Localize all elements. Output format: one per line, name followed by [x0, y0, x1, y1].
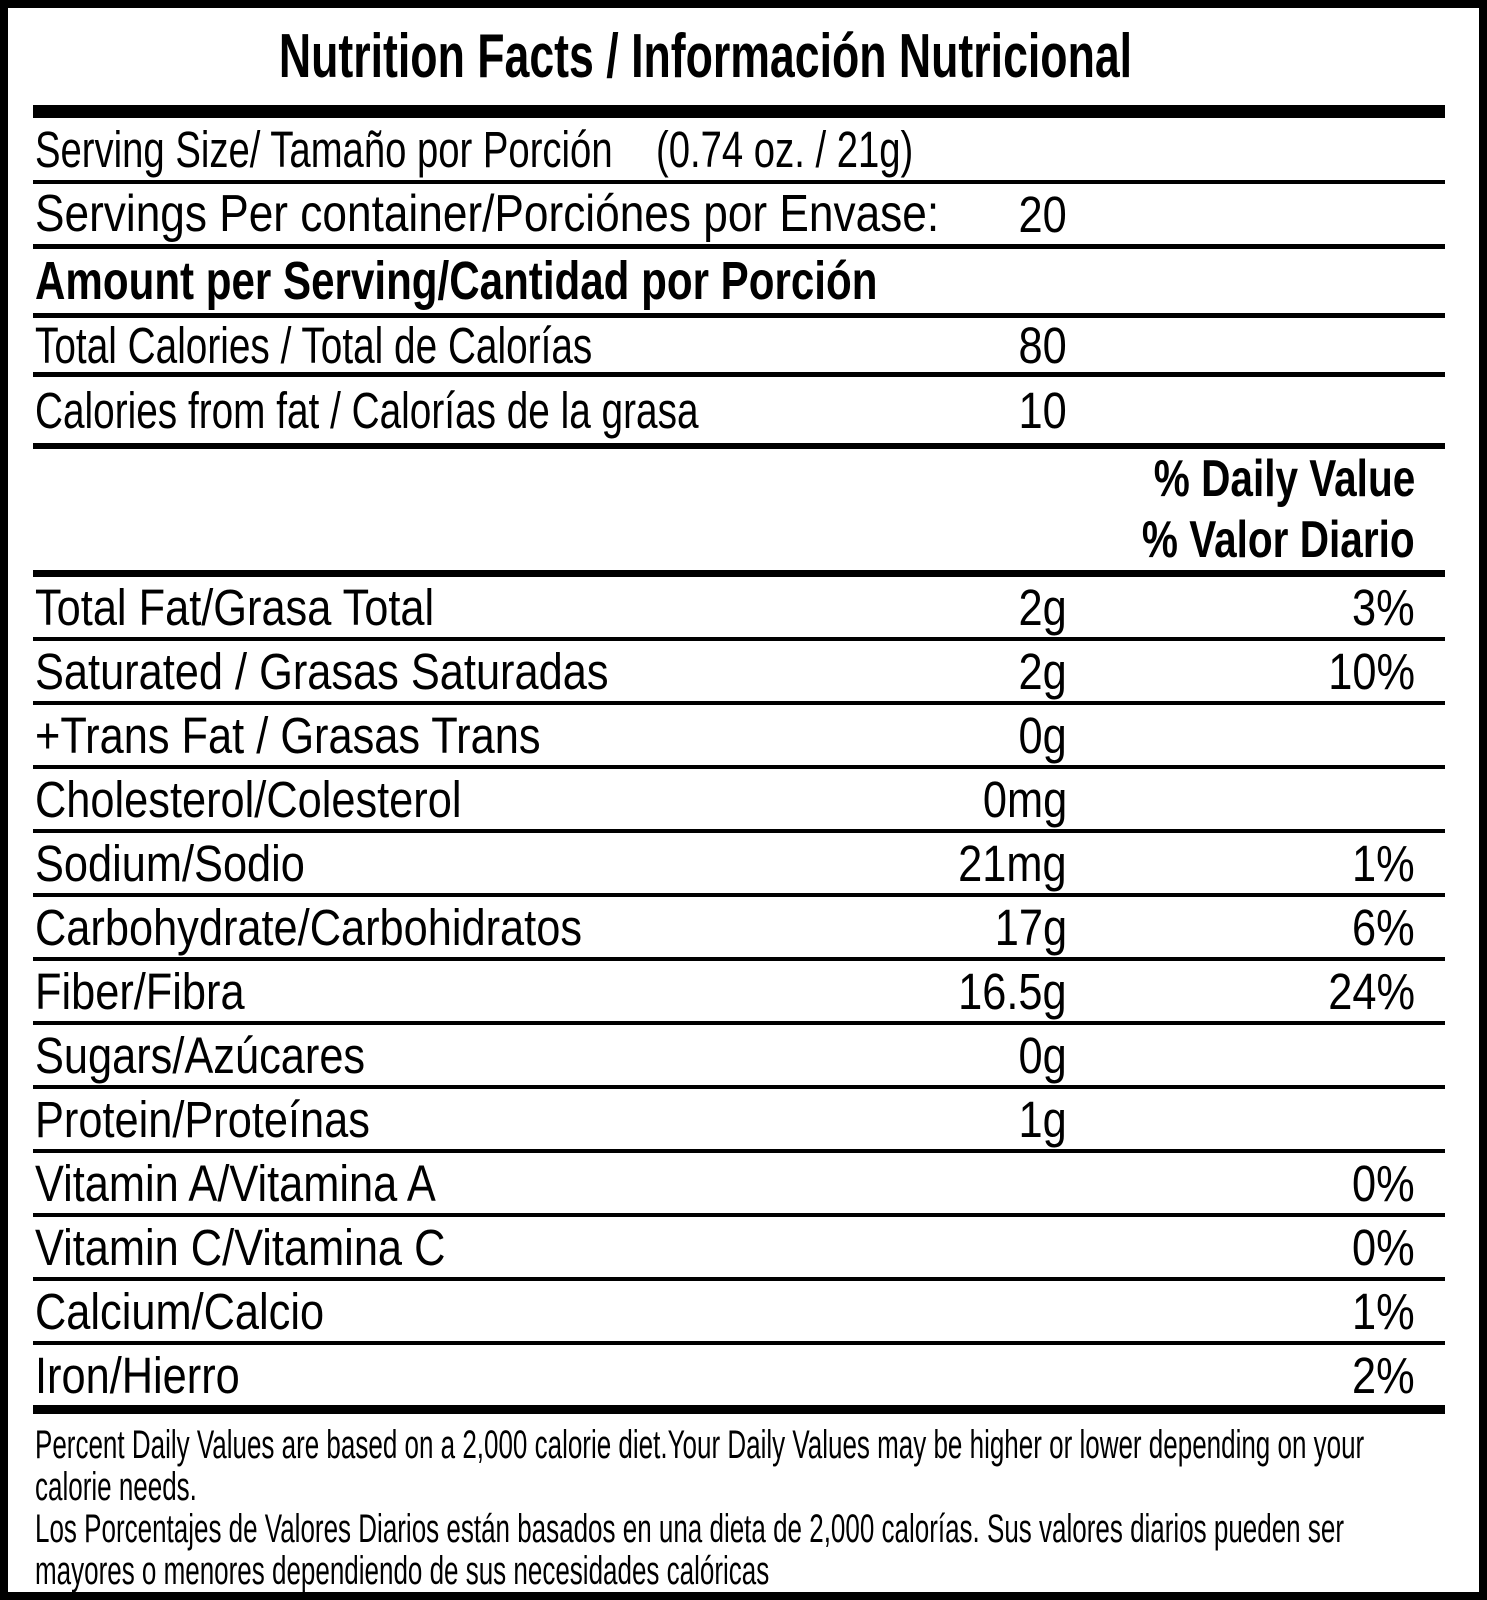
nutrient-daily-value: 6% [1352, 898, 1415, 956]
total-calories-row [8, 318, 1479, 372]
serving-size-value: (0.74 oz. / 21g) [656, 120, 914, 178]
nutrient-row-carbohydrate [8, 897, 1479, 957]
page-title: Nutrition Facts / Información Nutricional [278, 22, 1133, 91]
nutrient-row-iron [8, 1345, 1479, 1405]
nutrient-label: Protein/Proteínas [35, 1090, 370, 1148]
nutrient-amount: 2g [1018, 642, 1067, 700]
nutrient-label: Sodium/Sodio [35, 834, 305, 892]
calories-from-fat-row [8, 377, 1479, 443]
nutrient-amount: 21mg [958, 834, 1067, 892]
footnote [35, 1424, 1445, 1592]
serving-size-row [8, 118, 1479, 180]
nutrient-row-total-fat [8, 577, 1479, 637]
servings-per-container-value: 20 [1018, 185, 1067, 243]
nutrient-row-sodium [8, 833, 1479, 893]
servings-per-container-label: Servings Per container/Porciónes por Envase: [35, 185, 940, 243]
nutrient-amount: 0g [1018, 1026, 1067, 1084]
nutrient-row-saturated-fat [8, 641, 1479, 701]
nutrient-daily-value: 10% [1328, 642, 1415, 700]
nutrient-row-calcium [8, 1281, 1479, 1341]
serving-size-label: Serving Size/ Tamaño por Porción [35, 120, 613, 178]
nutrient-label: Fiber/Fibra [35, 962, 245, 1020]
calories-from-fat-value: 10 [1018, 381, 1067, 439]
nutrient-row-cholesterol [8, 769, 1479, 829]
nutrient-label: Vitamin A/Vitamina A [35, 1154, 436, 1212]
nutrient-label: Calcium/Calcio [35, 1282, 325, 1340]
daily-value-header-row-es [8, 509, 1479, 570]
nutrient-daily-value: 1% [1352, 834, 1415, 892]
nutrient-label: Saturated / Grasas Saturadas [35, 642, 609, 700]
amount-per-serving-header: Amount per Serving/Cantidad por Porción [35, 251, 878, 311]
footnote-line: Percent Daily Values are based on a 2,000 calorie diet.Your Daily Values may be higher or lower depending on your [35, 1423, 1365, 1467]
calories-from-fat-label: Calories from fat / Calorías de la grasa [35, 381, 699, 439]
divider [33, 1405, 1445, 1414]
nutrient-amount: 0g [1018, 706, 1067, 764]
nutrient-label: Total Fat/Grasa Total [35, 578, 435, 636]
nutrient-daily-value: 0% [1352, 1154, 1415, 1212]
nutrient-label: Iron/Hierro [35, 1346, 240, 1404]
daily-value-header-en: % Daily Value [1153, 450, 1415, 508]
nutrient-row-protein [8, 1089, 1479, 1149]
nutrient-label: Carbohydrate/Carbohidratos [35, 898, 583, 956]
total-calories-value: 80 [1018, 316, 1067, 374]
footnote-line: calorie needs. [35, 1465, 197, 1509]
nutrient-amount: 1g [1018, 1090, 1067, 1148]
nutrient-row-vitamin-c [8, 1217, 1479, 1277]
nutrient-daily-value: 0% [1352, 1218, 1415, 1276]
nutrient-label: +Trans Fat / Grasas Trans [35, 706, 541, 764]
servings-per-container-row [8, 184, 1479, 244]
footnote-line: Los Porcentajes de Valores Diarios están basados en una dieta de 2,000 calorías. Sus valores diarios pueden ser [35, 1507, 1344, 1551]
nutrient-row-trans-fat [8, 705, 1479, 765]
daily-value-header-es: % Valor Diario [1142, 510, 1415, 569]
nutrient-daily-value: 3% [1352, 578, 1415, 636]
nutrient-label: Cholesterol/Colesterol [35, 770, 462, 828]
nutrient-amount: 17g [994, 898, 1067, 956]
title-divider-bar [33, 105, 1445, 118]
nutrient-row-fiber [8, 961, 1479, 1021]
total-calories-label: Total Calories / Total de Calorías [35, 316, 593, 374]
nutrient-label: Sugars/Azúcares [35, 1026, 366, 1084]
nutrient-amount: 16.5g [958, 962, 1067, 1020]
daily-value-header-row-en [8, 449, 1479, 509]
nutrient-amount: 0mg [982, 770, 1067, 828]
nutrient-daily-value: 2% [1352, 1346, 1415, 1404]
footnote-line: mayores o menores dependiendo de sus necesidades calóricas [35, 1549, 770, 1593]
nutrient-amount: 2g [1018, 578, 1067, 636]
divider [33, 570, 1445, 577]
nutrient-daily-value: 24% [1328, 962, 1415, 1020]
nutrient-row-vitamin-a [8, 1153, 1479, 1213]
nutrient-daily-value: 1% [1352, 1282, 1415, 1340]
nutrient-row-sugars [8, 1025, 1479, 1085]
label-header [8, 8, 1479, 105]
amount-per-serving-row [8, 249, 1479, 313]
nutrient-label: Vitamin C/Vitamina C [35, 1218, 446, 1276]
